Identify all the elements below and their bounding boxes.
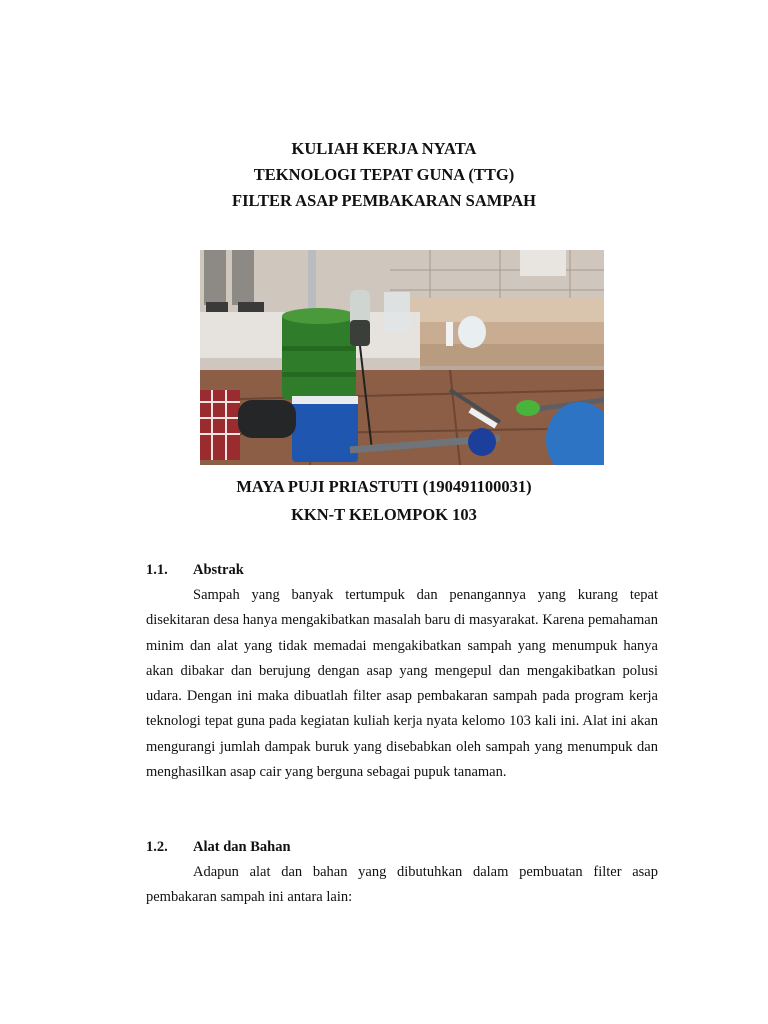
section-title: Alat dan Bahan bbox=[193, 839, 291, 855]
title-line-3: FILTER ASAP PEMBAKARAN SAMPAH bbox=[232, 191, 536, 210]
section-number: 1.2. bbox=[146, 839, 168, 855]
section-title: Abstrak bbox=[193, 562, 244, 578]
section-number: 1.1. bbox=[146, 562, 168, 578]
title-line-1: KULIAH KERJA NYATA bbox=[291, 139, 477, 158]
cover-photo bbox=[200, 250, 604, 465]
section-heading-abstrak bbox=[146, 562, 244, 579]
document-title bbox=[0, 136, 768, 214]
abstract-paragraph: Sampah yang banyak tertumpuk dan penangannya yang kurang tepat disekitaran desa hanya mengakibatkan masalah baru di masyarakat. Karena pemahaman minim dan alat yang tidak memadai mengakibatkan sampah yang menumpuk hanya akan dibakar dan berujung dengan asap yang mengepul dan mengakibatkan polusi udara. Dengan ini maka dibuatlah filter asap pembakaran sampah pada program kerja teknologi tepat guna pada kegiatan kuliah kerja nyata kelomo 103 kali ini. Alat ini akan mengurangi jumlah dampak buruk yang disebabkan oleh sampah yang menumpuk dan menghasilkan asap cair yang berguna sebagai pupuk tanaman. bbox=[146, 587, 658, 781]
section-heading-alat-bahan bbox=[146, 839, 291, 856]
author-block bbox=[0, 473, 768, 529]
author-name: MAYA PUJI PRIASTUTI (190491100031) bbox=[236, 477, 532, 496]
group-name: KKN-T KELOMPOK 103 bbox=[291, 505, 477, 524]
materials-paragraph: Adapun alat dan bahan yang dibutuhkan dalam pembuatan filter asap pembakaran sampah ini antara lain: bbox=[146, 864, 658, 906]
title-line-2: TEKNOLOGI TEPAT GUNA (TTG) bbox=[253, 165, 515, 184]
